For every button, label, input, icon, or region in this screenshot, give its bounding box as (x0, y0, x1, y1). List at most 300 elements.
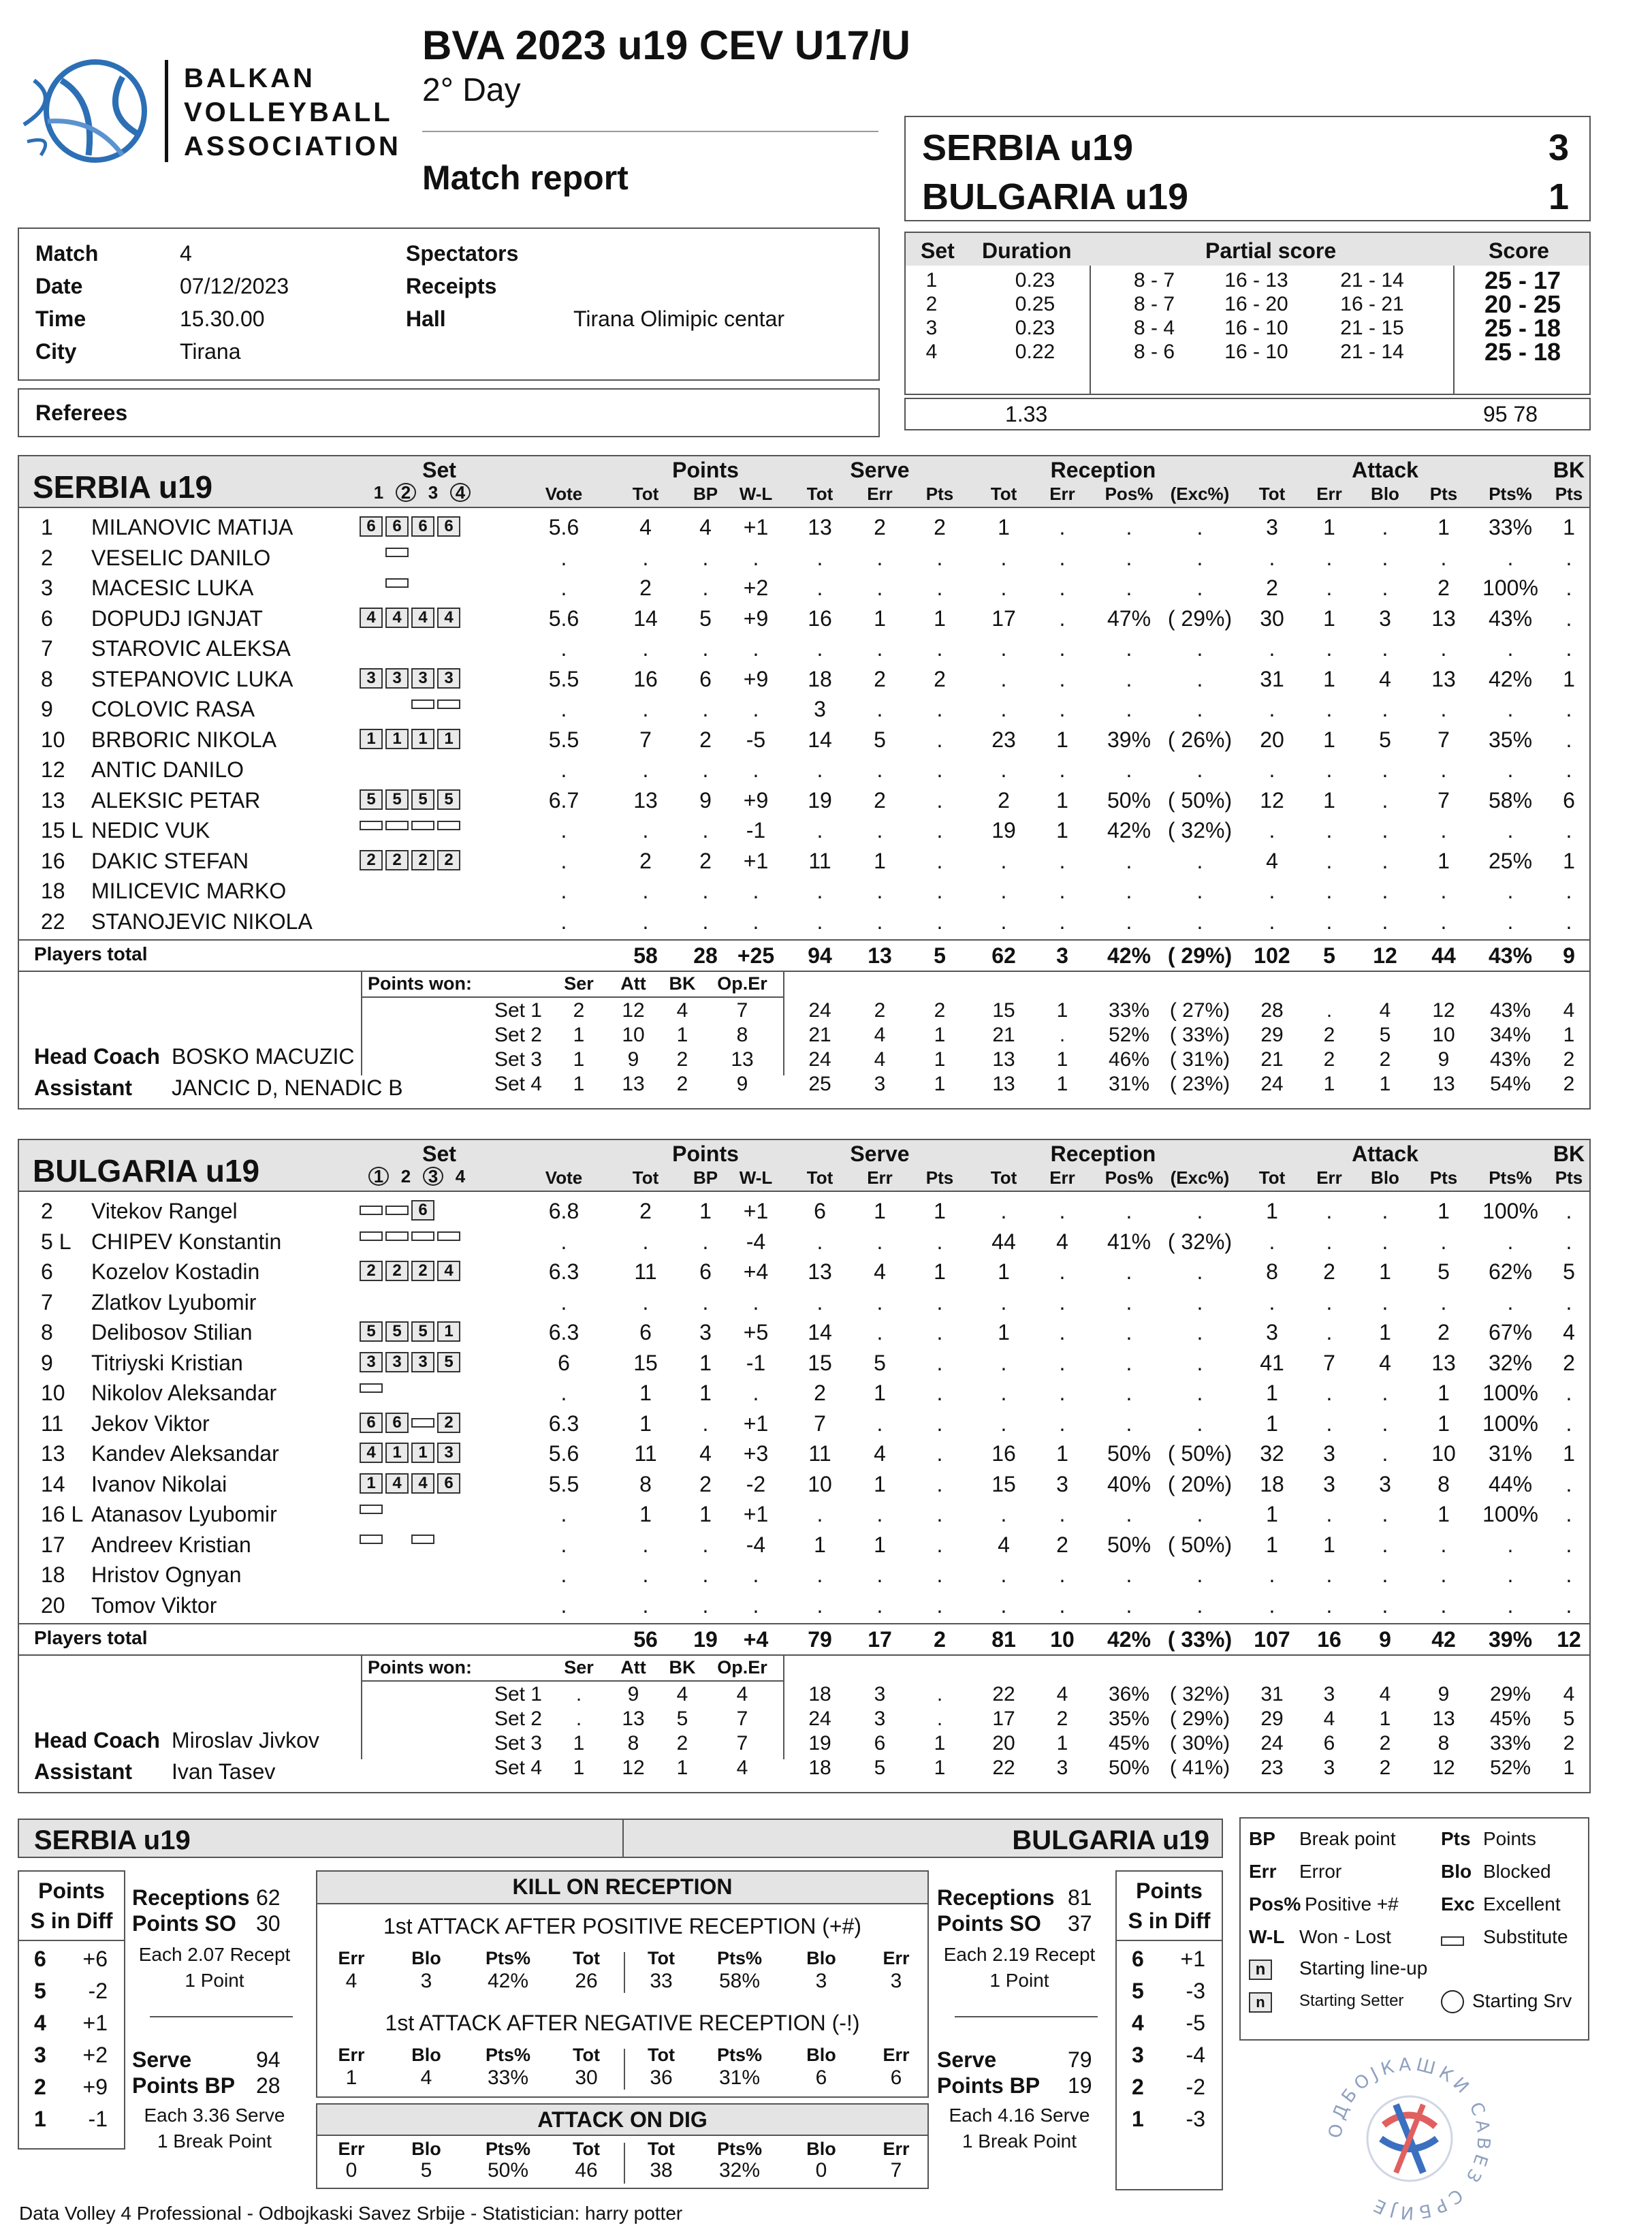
stat-cell: . (936, 1320, 943, 1344)
stat-cell: . (1126, 1259, 1132, 1284)
set-stat-cell: 1 (1379, 1073, 1391, 1095)
bottom-home-name: SERBIA u19 (34, 1825, 191, 1855)
stat-cell: . (702, 879, 709, 903)
stat-cell: 2 (639, 848, 652, 873)
set-stat-cell: 2 (934, 999, 946, 1022)
kill-header: Tot (573, 2045, 600, 2065)
stat-cell: . (936, 1592, 943, 1618)
stat-cell: . (1059, 1411, 1066, 1436)
set-stat-cell: 1 (934, 1024, 946, 1046)
set-stat-cell: 13 (992, 1073, 1015, 1095)
stat-cell: 6 (558, 1350, 570, 1375)
rotation-position: 3 (411, 668, 434, 689)
stat-cell: . (1196, 1562, 1203, 1587)
stat-cell: . (1126, 1320, 1132, 1344)
away-so-value: 37 (1068, 1911, 1092, 1936)
set-d-cell: 0.23 (1015, 269, 1055, 292)
stat-cell: . (816, 576, 823, 600)
rotation-position: 1 (385, 1443, 409, 1463)
stat-cell: . (1000, 1381, 1007, 1405)
set-stat-cell: 29 (1260, 1024, 1284, 1046)
col-header-vote: Vote (545, 1167, 583, 1188)
stat-cell: . (876, 1502, 883, 1526)
stat-cell: 4 (1056, 1229, 1068, 1254)
pw-cell: 8 (627, 1732, 639, 1755)
player-number: 8 (41, 1320, 53, 1344)
stat-cell: . (1507, 1229, 1514, 1254)
player-name: DOPUDJ IGNJAT (91, 605, 263, 631)
kill-header: Err (883, 2139, 910, 2159)
substitute-icon (360, 1535, 383, 1544)
stat-cell: . (1566, 1532, 1572, 1557)
set-stat-cell: . (1059, 1024, 1066, 1046)
stat-cell: . (936, 697, 943, 721)
set-stat-cell: 4 (1563, 1683, 1575, 1705)
head-coach-name: BOSKO MACUZIC (172, 1044, 355, 1069)
stat-cell: . (936, 1532, 943, 1557)
stat-cell: 5 (1563, 1259, 1575, 1284)
set-row-label: Set 1 (494, 1683, 542, 1705)
stat-cell: . (752, 1289, 759, 1315)
rotation-position: 1 (411, 729, 434, 749)
stat-cell: . (1196, 1199, 1203, 1223)
player-name: MILICEVIC MARKO (91, 879, 287, 903)
col-group-serve: Serve (850, 458, 910, 482)
diff-set: 4 (34, 2011, 46, 2035)
col-header-tot: Tot (990, 1167, 1017, 1188)
stat-cell: . (876, 697, 883, 721)
kill-value: 26 (575, 1970, 598, 1992)
stat-cell: 1 (1056, 727, 1068, 752)
stat-cell: 1 (699, 1502, 712, 1526)
player-name: Kandev Aleksandar (91, 1441, 279, 1466)
stat-cell: 6 (814, 1199, 826, 1223)
logo-line-1: BALKAN (184, 63, 315, 93)
neg-attack-title: 1st ATTACK AFTER NEGATIVE RECEPTION (-!) (385, 2011, 860, 2035)
col-header-bp: BP (693, 1167, 718, 1188)
rotation-position: 2 (385, 1261, 409, 1281)
match-value: 4 (180, 241, 192, 266)
player-name: STEPANOVIC LUKA (91, 666, 293, 691)
stat-cell: 1 (1563, 515, 1575, 539)
stat-cell: 1 (874, 605, 886, 631)
stat-cell: . (560, 1289, 567, 1315)
substitute-icon (360, 821, 383, 830)
kill-value: 5 (420, 2159, 432, 2182)
set-stat-cell: 24 (808, 1048, 831, 1071)
assistant-label: Assistant (34, 1759, 133, 1784)
stat-cell: . (1382, 848, 1388, 873)
stat-cell: . (1059, 1350, 1066, 1375)
col-header-exc: (Exc%) (1170, 1167, 1230, 1188)
rotation-position: 3 (411, 1352, 434, 1372)
stat-cell: 100% (1482, 1411, 1538, 1436)
stat-cell: 2 (814, 1381, 826, 1405)
stat-cell: 7 (1323, 1350, 1335, 1375)
stat-cell: 2 (639, 1199, 652, 1223)
stat-cell: 1 (699, 1381, 712, 1405)
kill-title: KILL ON RECEPTION (512, 1874, 733, 1899)
stat-cell: . (1196, 636, 1203, 661)
col-header-tot: Tot (806, 484, 833, 504)
stat-cell: 1 (1437, 1381, 1450, 1405)
players-total-label: Players total (34, 943, 148, 964)
stat-cell: 2 (1563, 1350, 1575, 1375)
stat-cell: . (1196, 1289, 1203, 1315)
stat-cell: . (876, 818, 883, 843)
col-header-blo: Blo (1371, 484, 1399, 504)
stat-cell: 5.5 (548, 727, 579, 752)
stat-cell: . (1126, 1381, 1132, 1405)
pw-cell: 12 (622, 999, 645, 1022)
player-number: 22 (41, 909, 65, 934)
stat-cell: ( 50%) (1167, 787, 1233, 813)
stat-cell: . (642, 1289, 649, 1315)
stat-cell: . (936, 909, 943, 934)
stat-cell: . (560, 1229, 567, 1254)
stat-cell: 1 (1379, 1259, 1391, 1284)
referees-label: Referees (35, 400, 128, 425)
stat-cell: . (702, 757, 709, 782)
stat-cell: 1 (814, 1532, 826, 1557)
rotation-position: 6 (360, 1413, 383, 1433)
set-p2-cell: 16 - 10 (1224, 341, 1288, 363)
set-stat-cell: . (1326, 999, 1333, 1022)
stat-cell: 13 (1431, 666, 1456, 691)
rotation-position: 5 (411, 789, 434, 810)
stat-cell: . (1440, 818, 1447, 843)
stat-cell: -1 (746, 818, 766, 843)
dig-title: ATTACK ON DIG (537, 2107, 708, 2132)
team-name: SERBIA u19 (33, 469, 213, 505)
stat-cell: 6.7 (548, 787, 579, 813)
player-number: 16 L (41, 1502, 84, 1526)
rotation-position: 4 (411, 1473, 434, 1494)
player-number: 10 (41, 727, 65, 752)
stat-cell: 42% (1107, 818, 1151, 843)
player-name: Tomov Viktor (91, 1592, 217, 1618)
stat-cell: 32 (1260, 1441, 1284, 1466)
legend-pos-text: Positive +# (1305, 1893, 1399, 1915)
stat-cell: . (1382, 1381, 1388, 1405)
stat-cell: +4 (743, 1259, 769, 1284)
sets-total-box (904, 398, 1591, 430)
set-stat-cell: 3 (1056, 1757, 1068, 1779)
stat-cell: 44% (1488, 1471, 1533, 1496)
rotation-position: 1 (437, 1321, 460, 1342)
stat-cell: . (1566, 727, 1572, 752)
player-number: 2 (41, 545, 53, 570)
stat-cell: 1 (1323, 787, 1335, 813)
col-header-err: Err (1049, 484, 1075, 504)
total-cell: +25 (737, 943, 775, 968)
stat-cell: 4 (1379, 1350, 1391, 1375)
stat-cell: . (1566, 1411, 1572, 1436)
stat-cell: . (1126, 666, 1132, 691)
stat-cell: 18 (808, 666, 832, 691)
stat-cell: . (560, 697, 567, 721)
set-p1-cell: 8 - 7 (1133, 269, 1175, 292)
set-stat-cell: 6 (1323, 1732, 1335, 1755)
stat-cell: 3 (1379, 1471, 1391, 1496)
stat-cell: 1 (874, 1381, 886, 1405)
bva-logo (20, 53, 402, 169)
stat-cell: 4 (1266, 848, 1278, 873)
player-name: Titriyski Kristian (91, 1350, 243, 1375)
kill-header: Err (338, 2045, 365, 2065)
pw-cell: 2 (676, 1073, 688, 1095)
kill-header: Tot (648, 1948, 675, 1968)
stat-cell: . (1059, 1199, 1066, 1223)
kill-value: 4 (420, 2066, 432, 2089)
legend-bp-text: Break point (1299, 1828, 1396, 1849)
set-stat-cell: 28 (1260, 999, 1284, 1022)
set-stat-cell: 25 (808, 1073, 831, 1095)
stat-cell: 6.8 (548, 1199, 579, 1223)
stat-cell: 3 (1323, 1471, 1335, 1496)
substitute-icon (411, 821, 434, 830)
rotation-position: 2 (411, 1261, 434, 1281)
stat-cell: . (876, 1411, 883, 1436)
volleyball-logo-icon (20, 53, 167, 169)
col-header-pts: Pts (1429, 484, 1458, 504)
away-serve-value: 79 (1068, 2047, 1092, 2072)
player-set-positions (360, 1534, 463, 1557)
stat-cell: 41% (1107, 1229, 1151, 1254)
substitute-icon (411, 1231, 434, 1241)
rotation-position: 1 (437, 729, 460, 749)
stat-cell: . (1440, 1592, 1447, 1618)
stat-cell: . (1126, 909, 1132, 934)
pw-cell: 1 (573, 1024, 585, 1046)
stat-cell: ( 50%) (1167, 1441, 1233, 1466)
stat-cell: 1 (998, 1320, 1010, 1344)
away-sets-won: 1 (1548, 176, 1569, 217)
set-stat-cell: 43% (1489, 1048, 1531, 1071)
substitute-icon (411, 1535, 434, 1544)
stat-cell: . (1326, 879, 1333, 903)
stat-cell: . (1566, 1502, 1572, 1526)
player-set-positions (360, 1473, 463, 1496)
stat-cell: 1 (1437, 515, 1450, 539)
stat-cell: 23 (991, 727, 1016, 752)
stat-cell: 17 (991, 605, 1016, 631)
stat-cell: . (1059, 605, 1066, 631)
set-number: 1 (373, 482, 384, 503)
date-label: Date (35, 274, 83, 298)
stat-cell: 2 (874, 666, 886, 691)
set-numbers (365, 482, 474, 503)
stat-cell: 31 (1260, 666, 1284, 691)
col-header-err: Err (1316, 1167, 1342, 1188)
stat-cell: 5.6 (548, 1441, 579, 1466)
set-row-label: Set 3 (494, 1048, 542, 1071)
stat-cell: 31% (1488, 1441, 1533, 1466)
set-n-cell: 4 (925, 341, 938, 363)
set-stat-cell: 31% (1108, 1073, 1150, 1095)
rotation-position: 3 (360, 668, 383, 689)
set-stat-cell: 1 (1563, 1024, 1575, 1046)
pw-header-op: Op.Er (717, 1657, 767, 1678)
stat-cell: 4 (699, 515, 712, 539)
rotation-position: 4 (437, 608, 460, 628)
pw-header-op: Op.Er (717, 973, 767, 994)
stat-cell: . (1000, 1411, 1007, 1436)
stat-cell: 32% (1488, 1350, 1533, 1375)
set-number: 3 (423, 1167, 443, 1186)
player-set-positions (360, 880, 463, 903)
set-stat-cell: 4 (1563, 999, 1575, 1022)
stat-cell: . (1269, 757, 1275, 782)
stat-cell: 25% (1488, 848, 1533, 873)
stat-cell: +5 (743, 1320, 769, 1344)
away-team-name: BULGARIA u19 (922, 176, 1189, 217)
set-stat-cell: 13 (1432, 1073, 1455, 1095)
stat-cell: . (1196, 909, 1203, 934)
stat-cell: . (1326, 1381, 1333, 1405)
set-stat-cell: 3 (874, 1708, 886, 1730)
match-info-box (18, 227, 880, 381)
pw-header-ser: Ser (564, 1657, 594, 1678)
set-d-cell: 0.23 (1015, 317, 1055, 339)
stat-cell: . (936, 576, 943, 600)
stat-cell: . (1382, 1592, 1388, 1618)
set-stat-cell: 36% (1108, 1683, 1150, 1705)
stat-cell: . (816, 757, 823, 782)
home-points-label: Points (38, 1878, 105, 1903)
kill-header: Err (883, 2045, 910, 2065)
stat-cell: 15 (633, 1350, 658, 1375)
player-set-positions (360, 759, 463, 782)
set-stat-cell: 2 (1563, 1732, 1575, 1755)
total-cell: 5 (934, 943, 946, 968)
stat-cell: . (1382, 818, 1388, 843)
diff-value: +9 (82, 2075, 108, 2099)
stat-cell: . (560, 909, 567, 934)
stat-cell: . (1566, 1229, 1572, 1254)
set-stat-cell: 1 (1563, 1757, 1575, 1779)
stat-cell: 1 (639, 1411, 652, 1436)
col-group-set: Set (422, 458, 456, 482)
stat-cell: . (1196, 1350, 1203, 1375)
set-number: 2 (396, 483, 416, 502)
kill-header: Blo (806, 2139, 836, 2159)
player-number: 5 L (41, 1229, 72, 1254)
stat-cell: 50% (1107, 1532, 1151, 1557)
stat-cell: . (752, 636, 759, 661)
stat-cell: 1 (1056, 787, 1068, 813)
total-cell: 58 (633, 943, 658, 968)
stat-cell: 35% (1488, 727, 1533, 752)
set-stat-cell: 21 (808, 1024, 831, 1046)
kill-value: 3 (890, 1970, 902, 1992)
stat-cell: . (936, 757, 943, 782)
stat-cell: . (1382, 1502, 1388, 1526)
set-stat-cell: 10 (1432, 1024, 1455, 1046)
stat-cell: . (1000, 697, 1007, 721)
legend-exc-text: Excellent (1483, 1893, 1561, 1915)
stat-cell: . (1196, 515, 1203, 539)
diff-set: 3 (1132, 2043, 1144, 2067)
kill-header: Blo (806, 1948, 836, 1968)
stat-cell: 5.5 (548, 666, 579, 691)
total-cell: 102 (1254, 943, 1290, 968)
stat-cell: 62% (1488, 1259, 1533, 1284)
set-stat-cell: 43% (1489, 999, 1531, 1022)
set-number: 4 (455, 1166, 466, 1186)
total-cell: ( 29%) (1167, 943, 1233, 968)
stat-cell: . (1440, 879, 1447, 903)
stat-cell: 5 (699, 605, 712, 631)
stat-cell: 6 (699, 1259, 712, 1284)
stat-cell: 1 (998, 1259, 1010, 1284)
home-each-serve: Each 3.36 Serve (144, 2105, 285, 2126)
total-cell: 43% (1488, 943, 1533, 968)
stat-cell: . (560, 576, 567, 600)
stat-cell: . (1440, 1532, 1447, 1557)
set-n-cell: 2 (925, 293, 938, 315)
pw-cell: 1 (573, 1048, 585, 1071)
stat-cell: 3 (814, 697, 826, 721)
total-cell: 42 (1431, 1627, 1456, 1652)
diff-set: 1 (1132, 2107, 1144, 2131)
stat-cell: . (702, 1229, 709, 1254)
rotation-position: 4 (385, 608, 409, 628)
stat-cell: . (1059, 636, 1066, 661)
stat-cell: . (560, 818, 567, 843)
stat-cell: 2 (699, 727, 712, 752)
set-s-cell: 25 - 18 (1484, 338, 1561, 366)
stat-cell: . (816, 636, 823, 661)
pw-cell: 1 (573, 1073, 585, 1095)
legend-pts: Pts (1441, 1828, 1471, 1849)
set-stat-cell: ( 41%) (1169, 1757, 1230, 1779)
stat-cell: 6.3 (548, 1320, 579, 1344)
stat-cell: 1 (699, 1199, 712, 1223)
stat-cell: 7 (1437, 727, 1450, 752)
logo-line-3: ASSOCIATION (184, 131, 401, 161)
rotation-position: 1 (385, 729, 409, 749)
pw-cell: 2 (676, 1732, 688, 1755)
stat-cell: . (1440, 1229, 1447, 1254)
pw-header-att: Att (620, 973, 646, 994)
legend-ss-text: Starting Setter (1299, 1992, 1404, 2010)
stat-cell: 4 (998, 1532, 1010, 1557)
stat-cell: . (560, 1562, 567, 1587)
stat-cell: . (1059, 515, 1066, 539)
stat-cell: . (816, 909, 823, 934)
stat-cell: 16 (808, 605, 832, 631)
player-set-positions (360, 1503, 463, 1526)
pw-cell: 7 (736, 1732, 748, 1755)
stat-cell: . (1382, 879, 1388, 903)
rotation-position: 5 (385, 1321, 409, 1342)
stat-cell: . (1126, 1289, 1132, 1315)
kill-value: 7 (890, 2159, 902, 2182)
stat-cell: . (1269, 1562, 1275, 1587)
pw-cell: 13 (731, 1048, 754, 1071)
stat-cell: . (1196, 1381, 1203, 1405)
set-stat-cell: 45% (1489, 1708, 1531, 1730)
stat-cell: . (936, 1350, 943, 1375)
stat-cell: 42% (1488, 666, 1533, 691)
player-number: 1 (41, 515, 53, 539)
stat-cell: . (702, 1562, 709, 1587)
rotation-position: 2 (437, 850, 460, 870)
set-n-cell: 1 (925, 269, 938, 292)
rotation-position: 1 (360, 729, 383, 749)
col-header-pts: Pts (1429, 1167, 1458, 1188)
